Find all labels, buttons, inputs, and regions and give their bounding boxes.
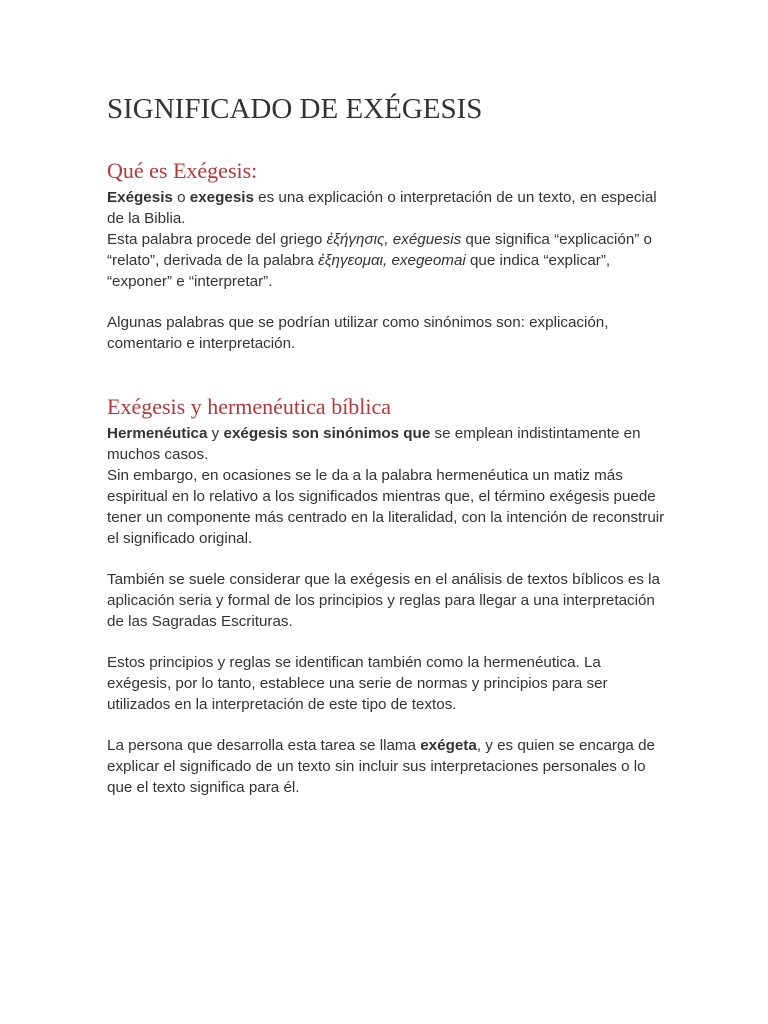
text-run: es una explicación o interpretación de un texto, en especial de la Biblia. <box>107 189 657 227</box>
paragraph-principles: Estos principios y reglas se identifican también como la hermenéutica. La exégesis, por lo tanto, establece una serie de normas y principios para ser utilizados en la interpretación de este tipo de textos. <box>107 654 608 713</box>
bold-term: exégesis son sinónimos que <box>223 425 431 442</box>
page-title: SIGNIFICADO DE EXÉGESIS <box>107 93 483 125</box>
text-run: o <box>172 189 190 206</box>
italic-greek-term: ἐξήγησις, exéguesis <box>326 231 462 248</box>
text-run: que indica “explicar”, “exponer” e “interpretar”. <box>107 252 611 290</box>
text-run: , y es quien se encarga de explicar el significado de un texto sin incluir sus interpretaciones personales o lo que el texto significa para él. <box>107 737 655 796</box>
text-run: Esta palabra procede del griego <box>107 231 327 248</box>
bold-term: Exégesis <box>107 189 173 206</box>
text-run: se emplean indistintamente en muchos casos. <box>107 425 641 463</box>
paragraph-synonyms: Algunas palabras que se podrían utilizar como sinónimos son: explicación, comentario e interpretación. <box>107 314 609 352</box>
section-hermeneutica <box>107 393 667 798</box>
bold-term: exegesis <box>189 189 254 206</box>
paragraph-biblical-analysis: También se suele considerar que la exégesis en el análisis de textos bíblicos es la aplicación seria y formal de los principios y reglas para llegar a una interpretación de las Sagradas Escrituras. <box>107 571 660 630</box>
paragraph-exegeta <box>107 735 667 798</box>
text-run: y <box>207 425 224 442</box>
paragraph-definition <box>107 187 667 229</box>
text-run: La persona que desarrolla esta tarea se llama <box>107 737 421 754</box>
bold-term: exégeta <box>420 737 477 754</box>
paragraph-etymology <box>107 229 667 292</box>
paragraph-synonyms-usage <box>107 423 667 465</box>
section-que-es-exegesis <box>107 157 667 354</box>
section-heading-hermeneutica: Exégesis y hermenéutica bíblica <box>107 394 392 419</box>
paragraph-nuance: Sin embargo, en ocasiones se le da a la palabra hermenéutica un matiz más espiritual en lo relativo a los significados mientras que, el término exégesis puede tener un componente más centrado en la literalidad, con la intención de reconstruir el significado original. <box>107 467 665 547</box>
section-heading-que-es: Qué es Exégesis: <box>107 158 258 183</box>
italic-greek-term: ἐξηγεομαι, exegeomai <box>318 252 466 269</box>
bold-term: Hermenéutica <box>107 425 208 442</box>
text-run: que significa “explicación” o “relato”, derivada de la palabra <box>107 231 652 269</box>
